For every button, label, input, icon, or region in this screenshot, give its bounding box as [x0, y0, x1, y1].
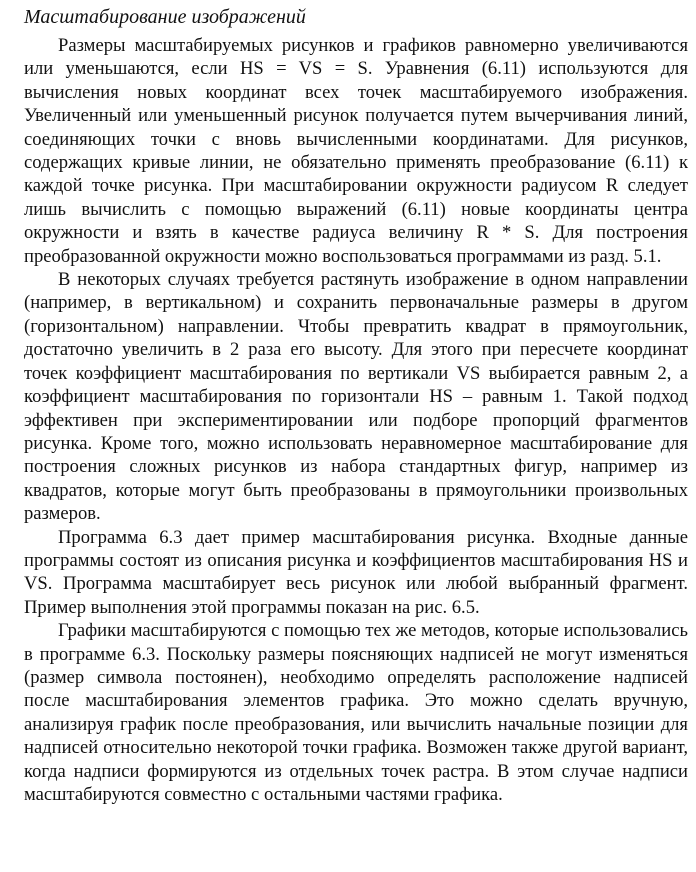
paragraph-1: Размеры масштабируемых рисунков и графиков равномерно увеличиваются или уменьшаются, если HS = VS = S. Уравнения (6.11) используются для вычисления новых координат всех точек масштабируемого изображения. Увеличенный или уменьшенный рисунок получается путем вычерчивания линий, соединяющих точки с вновь вычисленными координатами. Для рисунков, содержащих кривые линии, не обязательно применять преобразование (6.11) к каждой точке рисунка. При масштабировании окружности радиусом R следует лишь вычислить с помощью выражений (6.11) новые координаты центра окружности и взять в качестве радиуса величину R * S. Для построения преобразованной окружности можно воспользоваться программами из разд. 5.1.: [24, 35, 688, 267]
paragraph-3: Программа 6.3 дает пример масштабирования рисунка. Входные данные программы состоят из описания рисунка и коэффициентов масштабирования HS и VS. Программа масштабирует весь рисунок или любой выбранный фрагмент. Пример выполнения этой программы показан на рис. 6.5.: [24, 526, 688, 618]
paragraph-2: В некоторых случаях требуется растянуть изображение в одном направлении (например, в вертикальном) и сохранить первоначальные размеры в другом (горизонтальном) направлении. Чтобы превратить квадрат в прямоугольник, достаточно увеличить в 2 раза его высоту. Для этого при пересчете координат точек коэффициент масштабирования по вертикали VS выбирается равным 2, а коэффициент масштабирования по горизонтали HS – равным 1. Такой подход эффективен при экспериментировании или подборе пропорций фрагментов рисунка. Кроме того, можно использовать неравномерное масштабирование для построения сложных рисунков из набора стандартных фигур, например из квадратов, которые могут быть преобразованы в прямоугольники произвольных размеров.: [24, 269, 688, 525]
document-page: [24, 4, 688, 806]
paragraph-4: Графики масштабируются с помощью тех же методов, которые использовались в программе 6.3. Поскольку размеры поясняющих надписей не могут изменяться (размер символа постоянен), необходимо определять расположение надписей после масштабирования элементов графика. Это можно сделать вручную, анализируя график после преобразования, или вычислить начальные позиции для надписей относительно некоторой точки графика. Возможен также другой вариант, когда надписи формируются из отдельных точек растра. В этом случае надписи масштабируются совместно с остальными частями графика.: [24, 620, 688, 805]
section-title: Масштабирование изображений: [24, 6, 306, 28]
